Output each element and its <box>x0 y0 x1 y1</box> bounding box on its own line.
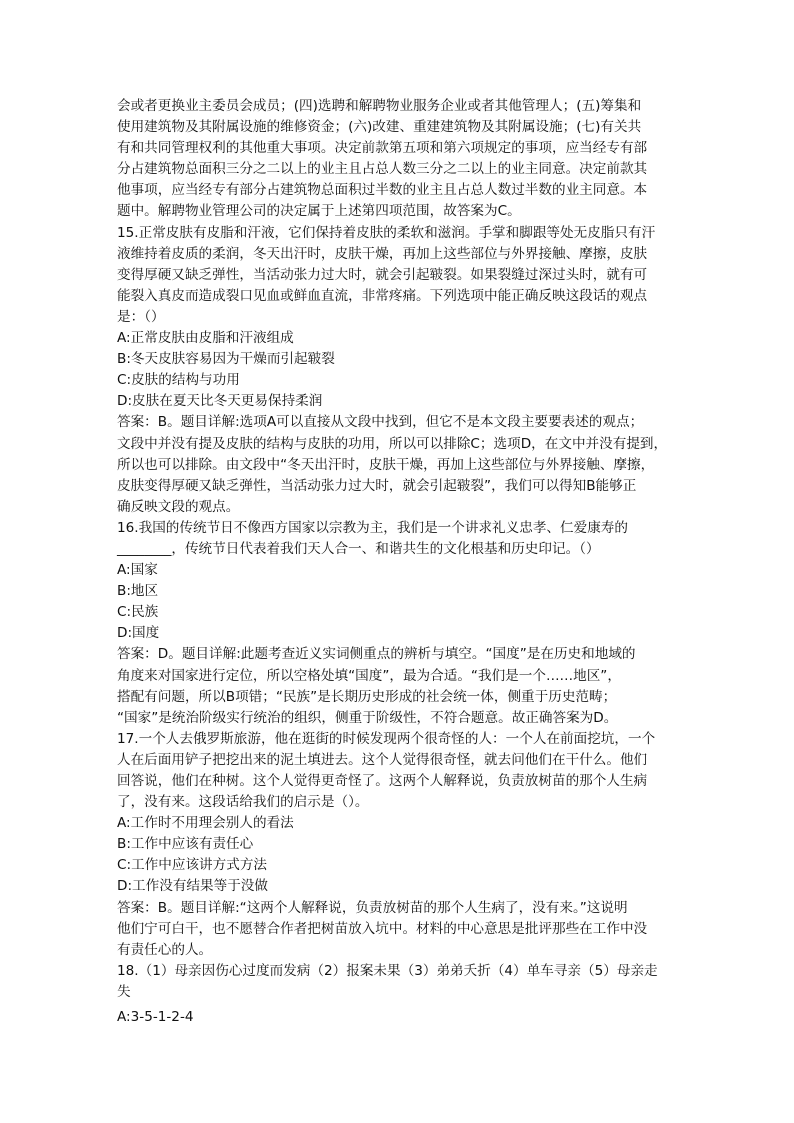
text-line: 使用建筑物及其附属设施的维修资金；(六)改建、重建建筑物及其附属设施；(七)有关共 <box>117 119 642 136</box>
text-line: 所以也可以排除。由文段中“冬天出汗时，皮肤干燥，再加上这些部位与外界接触、摩擦， <box>117 456 655 473</box>
text-line: 搭配有问题，所以B项错；“民族”是长期历史形成的社会统一体，侧重于历史范畴； <box>117 688 617 705</box>
text-line: 分占建筑物总面积三分之二以上的业主且占总人数三分之二以上的业主同意。决定前款其 <box>117 161 648 178</box>
text-line: 能裂入真皮而造成裂口见血或鲜血直流，非常疼痛。下列选项中能正确反映这段话的观点 <box>117 287 648 304</box>
text-line: C:工作中应该讲方式方法 <box>117 857 268 874</box>
text-line: 17.一个人去俄罗斯旅游，他在逛街的时候发现两个很奇怪的人：一个人在前面挖坑，一个 <box>117 730 656 747</box>
text-line: 题中。解聘物业管理公司的决定属于上述第四项范围，故答案为C。 <box>117 203 521 220</box>
text-line: D:工作没有结果等于没做 <box>117 878 268 895</box>
text-line: 文段中并没有提及皮肤的结构与皮肤的功用，所以可以排除C；选项D，在文中并没有提到， <box>117 435 668 452</box>
text-line: “国家”是统治阶级实行统治的组织，侧重于阶级性，不符合题意。故正确答案为D。 <box>117 709 618 726</box>
text-line: 回答说，他们在种树。这个人觉得更奇怪了。这两个人解释说，负责放树苗的那个人生病 <box>117 773 648 789</box>
text-line: 失 <box>117 983 131 1000</box>
text-line: A:3-5-1-2-4 <box>117 1009 194 1026</box>
text-line: 他事项，应当经专有部分占建筑物总面积过半数的业主且占总人数过半数的业主同意。本 <box>117 182 648 199</box>
text-line: 他们宁可白干，也不愿替合作者把树苗放入坑中。材料的中心意思是批评那些在工作中没 <box>117 920 648 937</box>
text-line: D:皮肤在夏天比冬天更易保持柔润 <box>117 393 323 410</box>
text-line: D:国度 <box>117 625 160 642</box>
text-line: B:工作中应该有责任心 <box>117 836 254 853</box>
text-line: 有责任心的人。 <box>117 941 213 958</box>
text-line: 了，没有来。这段话给我们的启示是（）。 <box>117 794 369 811</box>
text-line: A:工作时不用理会别人的看法 <box>117 815 294 832</box>
text-line: 答案：D。题目详解:此题考查近义实词侧重点的辨析与填空。“国度”是在历史和地域的 <box>117 646 636 663</box>
text-line: 人在后面用铲子把挖出来的泥土填进去。这个人觉得很奇怪，就去问他们在干什么。他们 <box>117 751 648 768</box>
text-line: 是：（） <box>117 308 165 325</box>
text-line: 答案：B。题目详解:“这两个人解释说，负责放树苗的那个人生病了，没有来。”这说明 <box>117 899 628 916</box>
text-line: 液维持着皮质的柔润，冬天出汗时，皮肤干燥，再加上这些部位与外界接触、摩擦，皮肤 <box>117 245 648 262</box>
text-line: ________，传统节日代表着我们天人合一、和谐共生的文化根基和历史印记。（） <box>117 540 600 557</box>
text-line: A:国家 <box>117 562 158 579</box>
text-line: 角度来对国家进行定位，所以空格处填“国度”，最为合适。“我们是一个……地区”， <box>117 667 621 684</box>
text-line: C:民族 <box>117 604 159 621</box>
text-line: 变得厚硬又缺乏弹性，当活动张力过大时，就会引起皲裂。如果裂缝过深过头时，就有可 <box>117 266 648 283</box>
text-line: 确反映文段的观点。 <box>117 498 240 515</box>
document-body <box>117 96 687 1028</box>
text-line: 答案：B。题目详解:选项A可以直接从文段中找到，但它不是本文段主要要表述的观点； <box>117 414 644 431</box>
text-line: 会或者更换业主委员会成员；(四)选聘和解聘物业服务企业或者其他管理人；(五)筹集和 <box>117 98 642 114</box>
text-line: A:正常皮肤由皮脂和汗液组成 <box>117 330 294 347</box>
text-line: 皮肤变得厚硬又缺乏弹性，当活动张力过大时，就会引起皲裂”，我们可以得知B能够正 <box>117 477 637 494</box>
text-line: 18.（1）母亲因伤心过度而发病（2）报案未果（3）弟弟夭折（4）单车寻亲（5）母亲走 <box>117 962 658 979</box>
text-line: B:地区 <box>117 583 159 600</box>
text-line: 15.正常皮肤有皮脂和汗液，它们保持着皮肤的柔软和滋润。手掌和脚跟等处无皮脂只有汗 <box>117 224 656 241</box>
text-line: C:皮肤的结构与功用 <box>117 372 240 389</box>
text-line: B:冬天皮肤容易因为干燥而引起皲裂 <box>117 351 335 368</box>
text-line: 16.我国的传统节日不像西方国家以宗教为主，我们是一个讲求礼义忠孝、仁爱康寿的 <box>117 519 628 536</box>
text-line: 有和共同管理权利的其他重大事项。决定前款第五项和第六项规定的事项，应当经专有部 <box>117 140 648 157</box>
